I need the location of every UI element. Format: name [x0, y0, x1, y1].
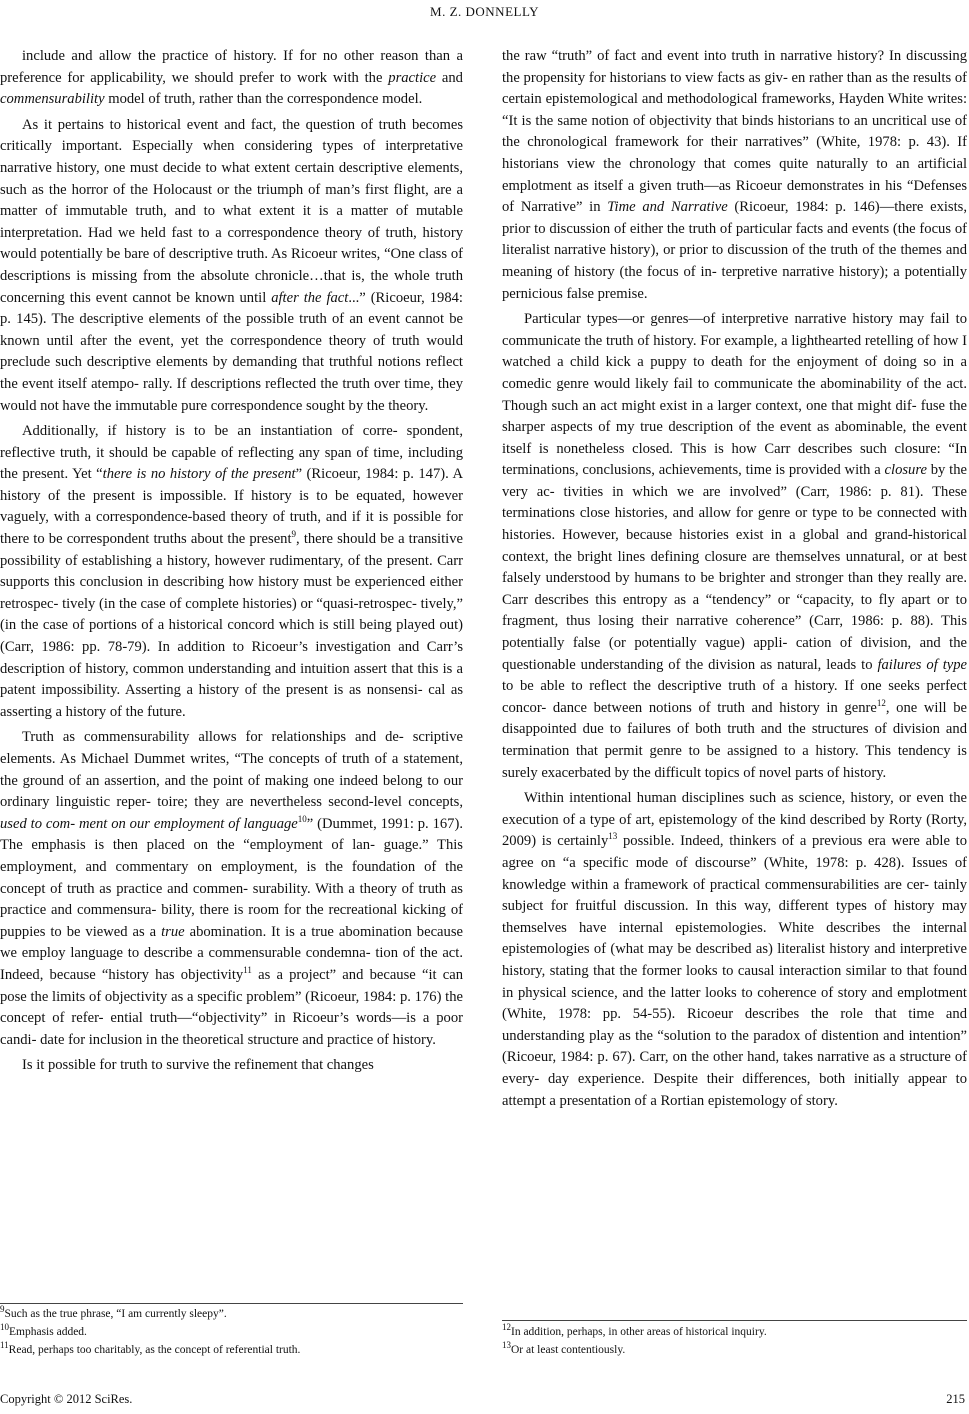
text-run: and	[436, 69, 463, 86]
footnote-number: 12	[502, 1322, 511, 1333]
text-run: model of truth, rather than the correspondence model.	[104, 91, 423, 108]
footnote-text: In addition, perhaps, in other areas of historical inquiry.	[511, 1326, 767, 1338]
text-run: possible. Indeed, thinkers of a previous era were able to agree on “a specific mode of discourse” (White, 1978: p. 428). Issues of knowledge within a framework of practical commensurabilities are cer- tainly subject for fruitful discussion. In this way, different types of history may themselves have internal epistemologies. White describes the internal epistemologies of (what may be described as) literalist history and interpretive history, stating that the former looks to causal interaction similar to that found in physical science, and the latter looks to coherence of story and emplotment (White, 1978: pp. 54-55). Ricoeur describes the role that time and understanding play as the “solution to the paradox of distention and intention” (Ricoeur, 1984: p. 67). Carr, on the other hand, takes narrative as a structure of every- day experience. Despite their differences, both initially appear to attempt a presentation of a Rortian epistemology of story.	[502, 833, 967, 1109]
text-run: by the very ac- tivities in which we are involved” (Carr, 1986: p. 81). These terminations close histories, and allow for genre or type to be connected with histories. However, because histories exist in a global and grand-historical context, the bright lines defining closure are themselves unnatural, or at best falsely understood by humans to be brighter and stronger than they really are. Carr describes this entropy as a “tendency” or “capacity, to fly apart or to fragment, thus losing their narrative coherence” (Carr, 1986: p. 88). This potentially false (or potentially vague) appli- cation of division, and the questionable understanding of the division as natural, leads to	[502, 462, 967, 673]
emphasis-text: practice	[388, 69, 437, 86]
page-number: 215	[946, 1392, 965, 1406]
footnotes-right	[502, 1323, 967, 1359]
emphasis-text: commensurability	[0, 91, 105, 108]
text-run: ...” (Ricoeur, 1984: p. 145). The descriptive elements of the possible truth of an event cannot be known until after the event, yet the correspondence theory of truth would preclude such descriptive elements by demanding that truthful notions reflect the event itself atempo- rally. If descriptions reflected the truth over time, they would not have the immutable pure correspondence sought by the theory.	[0, 289, 463, 414]
text-run: ” (Dummet, 1991: p. 167). The emphasis is then placed on the “employment of lan- guage.” This employment, and commentary on employment, is the foundation of the concept of truth as practice and commen- surability. With a theory of truth as practice and commensura- bility, there is room for the recreational kicking of puppies to be viewed as a	[0, 815, 463, 940]
text-run: Truth as commensurability allows for relationships and de- scriptive elements. As Michael Dummet writes, “The concepts of truth of a statement, the ground of an assertion, and the point of making one indeed belong to our ordinary linguistic reper- toire; they are nevertheless second-level concepts,	[0, 729, 463, 811]
footnote-marker: 13	[608, 831, 618, 842]
footnote-text: Such as the true phrase, “I am currently sleepy”.	[4, 1308, 227, 1320]
text-run: as a project” and because “it can pose the limits of objectivity as a specific problem” (Ricoeur, 1984: p. 176) the concept of refer- ential truth—“objectivity” in Ricoeur’s words—is a poor candi- date for inclusion in the theoretical structure and practice of history.	[0, 966, 463, 1048]
emphasis-text: there is no history of the present	[102, 466, 296, 483]
emphasis-text: failures of type	[877, 656, 967, 673]
paragraph	[502, 788, 967, 1112]
footnotes-left	[0, 1305, 463, 1359]
footnote-marker: 9	[291, 529, 297, 540]
footnote-text: Or at least contentiously.	[511, 1344, 626, 1356]
footnote	[0, 1341, 463, 1359]
text-run: Within intentional human disciplines such as science, history, or even the execution of a type of art, epistemology of the kind described by Rorty (Rorty, 2009) is certainly	[502, 790, 967, 850]
text-run: , there should be a transitive possibility of establishing a history, however rudimentary, of the present. Carr supports this conclusion in describing how history must be experienced either retrospec- tively (in the case of complete histories) or “quasi-retrospec- tively,” (in the case of portions of a historical concord which is still being played out) (Carr, 1986: pp. 78-79). In addition to Ricoeur’s investigation and Carr’s description of history, common understanding and intuition assert that this is a patent impossibility. Asserting a history of the present is as nonsensi- cal as asserting a history of the future.	[0, 531, 463, 720]
footnote-text: Read, perhaps too charitably, as the concept of referential truth.	[8, 1344, 301, 1356]
footnote-number: 9	[0, 1304, 5, 1315]
right-column	[502, 46, 967, 1116]
footnote-text: Emphasis added.	[9, 1326, 87, 1338]
footnote-number: 10	[0, 1322, 9, 1333]
footnote-rule-right	[502, 1320, 967, 1321]
text-run: Additionally, if history is to be an instantiation of corre- spondent, reflective truth, it should be capable of reflecting any span of time, including the present. Yet “	[0, 423, 463, 483]
paragraph	[0, 727, 463, 1051]
paragraph	[0, 421, 463, 723]
text-run: ” (Ricoeur, 1984: p. 147). A history of the present is impossible. If history is to be equated, however vaguely, with a correspondence-based theory of truth, and if it is possible for there to be correspondent truths about the present	[0, 466, 463, 548]
emphasis-text: closure	[884, 462, 927, 479]
paragraph	[0, 46, 463, 111]
footnote-marker: 11	[243, 965, 252, 976]
emphasis-text: after the fact	[271, 289, 349, 306]
text-run: abomination. It is a true abomination because we employ language to describe a commensurable condemna- tion of the act. Indeed, because “history has objectivity	[0, 923, 463, 983]
footnote	[0, 1323, 463, 1341]
emphasis-text: Time and Narrative	[607, 199, 728, 216]
text-run: , one will be disappointed due to failures of both truth and the structures of division and termination that permit genre to be assigned to a history. This tendency is surely exacerbated by the difficult topics of novel parts of history.	[502, 699, 967, 781]
paragraph	[502, 309, 967, 784]
footnote-marker: 12	[876, 697, 886, 708]
text-run: to be able to reflect the descriptive truth of a history. If one seeks perfect concor- dance between notions of truth and history in genre	[502, 678, 967, 716]
footnote	[502, 1341, 967, 1359]
emphasis-text: true	[161, 923, 185, 940]
footnote-rule-left	[0, 1303, 463, 1304]
footnote-number: 13	[502, 1340, 511, 1351]
left-column	[0, 46, 463, 1081]
emphasis-text: used to com- ment on our employment of language	[0, 815, 298, 832]
footnote-marker: 10	[297, 813, 307, 824]
running-head: M. Z. DONNELLY	[430, 4, 539, 19]
paragraph	[0, 1055, 463, 1077]
text-run: Is it possible for truth to survive the refinement that changes	[22, 1057, 374, 1074]
footnote	[0, 1305, 463, 1323]
copyright-notice: Copyright © 2012 SciRes.	[0, 1392, 133, 1406]
text-run: Particular types—or genres—of interpretive narrative history may fail to communicate the truth of history. For example, a lighthearted retelling of how I watched a child kick a puppy to death for the enjoyment of doing so in a comedic genre would likely fail to communicate the abominability of the act. Though such an act might exist in a larger context, one that might dif- fuse the sharper aspects of my true description of the event as abominable, the event itself is nonetheless closed. This is how Carr describes such closure: “In terminations, conclusions, achievements, time is provided with a	[502, 311, 967, 479]
footnote-number: 11	[0, 1340, 9, 1351]
text-run: include and allow the practice of history. If for no other reason than a preference for applicability, we should prefer to work with the	[0, 48, 463, 86]
text-run: the raw “truth” of fact and event into truth in narrative history? In discussing the propensity for historians to view facts as giv- en rather than as the results of certain epistemological and methodological frameworks, Hayden White writes: “It is the same notion of objectivity that binds historians to an uncritical use of the chronological framework for their narratives” (White, 1978: p. 43). If historians view the chronology that comes quite naturally to an artificial emplotment as itself a given truth—as Ricoeur demonstrates in his “Defenses of Narrative” in	[502, 48, 967, 216]
footnote	[502, 1323, 967, 1341]
text-run: As it pertains to historical event and fact, the question of truth becomes critically important. Especially when considering types of interpretative narrative history, one must decide to what extent certain descriptive elements, such as the horror of the Holocaust or the triumph of man’s first flight, are a matter of immutable truth, and to what extent it is a matter of mutable interpretation. Had we held fast to a correspondence theory of truth, history would potentially be bare of descriptive truth. As Ricoeur writes, “One class of descriptions is missing from the absolute chronicle…that is, the whole truth concerning this event cannot be known until	[0, 116, 463, 306]
paragraph	[502, 46, 967, 305]
text-run: (Ricoeur, 1984: p. 146)—there exists, prior to discussion of either the truth of particular facts and events (the focus of literalist narrative history), or prior to discussion of the truth of the themes and meaning of history (the focus of in- terpretive narrative history); a potentially pernicious false premise.	[502, 199, 967, 302]
paragraph	[0, 115, 463, 417]
